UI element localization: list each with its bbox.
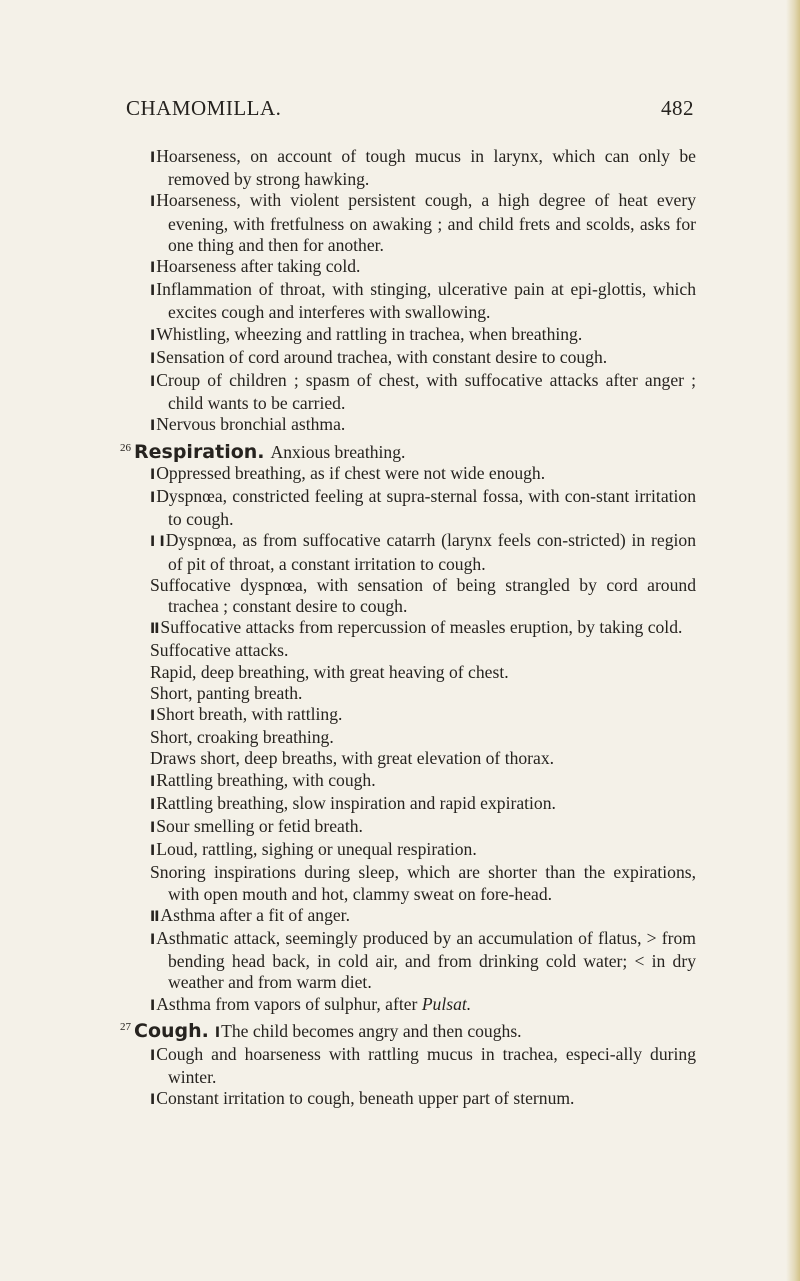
symptom-entry [150,256,696,279]
symptom-text: Rapid, deep breathing, with great heaving of chest. [150,661,509,682]
page-number: 482 [661,96,694,120]
symptom-text: Oppressed breathing, as if chest were not wide enough. [156,462,546,483]
symptom-entry [150,928,696,994]
remedy-reference: Pulsat. [421,993,472,1014]
symptom-entry [150,324,696,347]
symptom-text: Suffocative attacks. [150,640,289,661]
section-entry [120,438,696,463]
symptom-text: Asthmatic attack, seemingly produced by an accumulation of flatus, > from bending head back, in cold air, and from drinking cold water; < in dry weather and from warm diet. [156,927,696,993]
symptom-entry [150,190,696,256]
emphasis-marker: II [150,908,159,925]
emphasis-marker: I [150,796,155,813]
symptom-text: Rattling breathing, slow inspiration and rapid expiration. [156,792,556,813]
symptom-entry [150,370,696,414]
symptom-text: Inflammation of throat, with stinging, ulcerative pain at epi-glottis, which excites cough and interferes with swallowing. [156,279,696,323]
symptom-entry [150,1088,696,1111]
symptom-text: Whistling, wheezing and rattling in trachea, when breathing. [156,323,583,344]
emphasis-marker: I [150,283,155,300]
symptom-text: Nervous bronchial asthma. [156,414,346,435]
section-entry [120,1017,696,1044]
section-title: Respiration. [134,440,265,463]
symptom-text: Short breath, with rattling. [156,703,343,724]
symptom-entry [150,463,696,486]
symptom-entry [150,662,696,683]
symptom-entry [150,905,696,928]
symptom-text: Short, panting breath. [150,682,303,703]
section-number: 27 [120,1020,131,1033]
emphasis-marker: I [214,1024,220,1041]
symptom-text: Constant irritation to cough, beneath upper part of sternum. [156,1088,575,1109]
symptom-entry [150,640,696,661]
symptom-text: Anxious breathing. [270,441,406,462]
symptom-text: Loud, rattling, sighing or unequal respiration. [156,839,477,860]
symptom-text: Hoarseness, with violent persistent cough, a high degree of heat every evening, with fretfulness on awaking ; and child frets and scolds, asks for one thing and then for another. [156,190,696,255]
symptom-text: The child becomes angry and then coughs. [221,1020,522,1041]
symptom-text: Croup of children ; spasm of chest, with suffocative attacks after anger ; child wants to be carried. [156,370,696,414]
symptom-text: Cough and hoarseness with rattling mucus in trachea, especi-ally during winter. [156,1043,696,1088]
symptom-text: Short, croaking breathing. [150,727,334,748]
symptom-text: Suffocative dyspnœa, with sensation of being strangled by cord around trachea ; constant desire to cough. [150,574,696,616]
symptom-entry [150,575,696,617]
symptom-text: Draws short, deep breaths, with great elevation of thorax. [150,748,555,769]
emphasis-marker: I [150,260,155,277]
emphasis-marker: I [150,843,155,860]
symptom-text: Snoring inspirations during sleep, which are shorter than the expirations, with open mouth and hot, clammy sweat on fore-head. [150,862,696,904]
symptom-entry [150,486,696,530]
header-title: CHAMOMILLA. [126,96,282,120]
symptom-text: Dyspnœa, as from suffocative catarrh (larynx feels con-stricted) in region of pit of throat, a constant irritation to cough. [165,530,696,574]
emphasis-marker: I [150,773,155,790]
symptom-entry [150,994,696,1017]
symptom-entry [150,617,696,640]
emphasis-marker: I [150,819,155,836]
emphasis-marker: I [150,194,155,211]
page-edge [786,0,800,1281]
emphasis-marker: II [150,621,159,638]
symptom-text: Rattling breathing, with cough. [156,769,376,790]
symptom-text: Sour smelling or fetid breath. [156,815,363,836]
symptom-entry [150,530,696,574]
emphasis-marker: I [150,931,155,948]
emphasis-marker: I [150,350,155,367]
symptom-text: Dyspnœa, constricted feeling at supra-sternal fossa, with con-stant irritation to cough. [156,485,696,530]
emphasis-marker: I [150,1092,155,1109]
running-header [126,96,694,121]
symptom-entry [150,770,696,793]
emphasis-marker: I [150,466,155,483]
symptom-entry [150,793,696,816]
symptom-entry [150,727,696,748]
symptom-entry [150,279,696,323]
emphasis-marker: I [150,150,155,166]
symptom-text: Sensation of cord around trachea, with constant desire to cough. [156,346,608,367]
section-number: 26 [120,441,131,454]
symptom-text: Hoarseness after taking cold. [156,256,361,277]
symptom-entry [150,683,696,704]
emphasis-marker: I I [150,534,164,551]
symptom-text: Asthma from vapors of sulphur, after [156,993,422,1014]
symptom-entry [150,748,696,769]
symptom-text: Hoarseness, on account of tough mucus in larynx, which can only be removed by strong hawking. [156,146,696,190]
emphasis-marker: I [150,1047,155,1064]
emphasis-marker: I [150,707,155,724]
emphasis-marker: I [150,327,155,344]
page-body [120,146,696,1111]
symptom-entry [150,816,696,839]
emphasis-marker: I [150,418,155,435]
symptom-text: Asthma after a fit of anger. [160,904,350,925]
emphasis-marker: I [150,374,155,391]
symptom-text: Suffocative attacks from repercussion of measles eruption, by taking cold. [160,617,683,638]
symptom-entry [150,146,696,190]
emphasis-marker: I [150,489,155,506]
section-title: Cough. [134,1019,209,1042]
symptom-entry [150,347,696,370]
symptom-entry [150,839,696,862]
symptom-entry [150,414,696,437]
symptom-entry [150,1044,696,1088]
symptom-entry [150,862,696,904]
emphasis-marker: I [150,997,155,1014]
symptom-entry [150,704,696,727]
